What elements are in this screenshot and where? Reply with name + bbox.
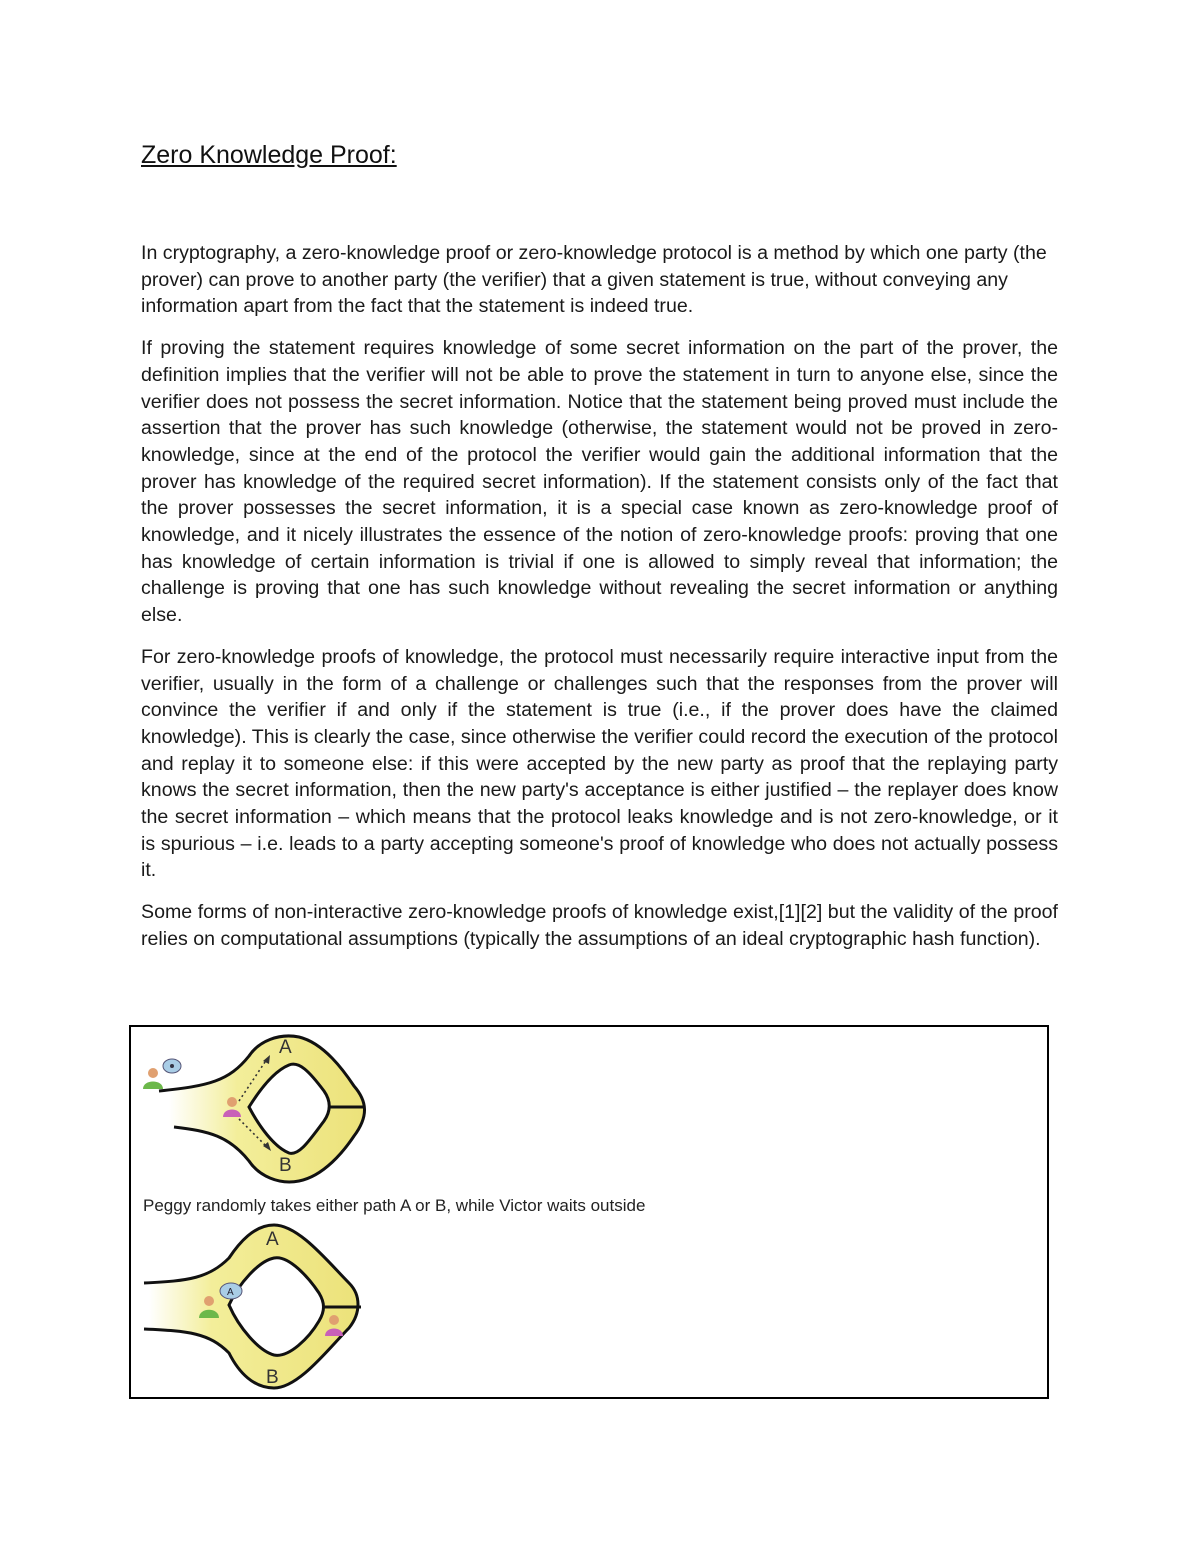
paragraph-3: For zero-knowledge proofs of knowledge, the protocol must necessarily require interactive input from the verifier, usually in the form of a challenge or challenges such that the responses from the prover will convince the verifier if and only if the statement is true (i.e., if the prover does have the claimed knowledge). This is clearly the case, since otherwise the verifier could record the execution of the protocol and replay it to someone else: if this were accepted by the new party as proof that the replaying party knows the secret information, then the new party's acceptance is either justified – the replayer does know the secret information – which means that the protocol leaks knowledge and is not zero-knowledge, or it is spurious – i.e. leads to a party accepting someone's proof of knowledge who does not actually possess it. (141, 645, 1058, 882)
cave-figure (129, 1025, 1049, 1399)
paragraph-2: If proving the statement requires knowledge of some secret information on the part of the prover, the definition implies that the verifier will not be able to prove the statement in turn to anyone else, since the verifier does not possess the secret information. Notice that the statement being proved must include the assertion that the prover has such knowledge (otherwise, the statement would not be proved in zero-knowledge, since at the end of the protocol the verifier would gain the additional information that the prover has knowledge of the required secret information). If the statement consists only of the fact that the prover possesses the secret information, it is a special case known as zero-knowledge proof of knowledge, and it nicely illustrates the essence of the notion of zero-knowledge proofs: proving that one has knowledge of certain information is trivial if one is allowed to simply reveal that information; the challenge is proving that one has such knowledge without revealing the secret information or anything else. (141, 337, 1058, 627)
label-b: B (279, 1155, 292, 1176)
label-a: A (266, 1229, 279, 1250)
thought-bubble-icon (163, 1059, 181, 1073)
bubble-letter: A (227, 1287, 234, 1298)
document-title: Zero Knowledge Proof: (141, 141, 397, 169)
cave-diagram-challenge (139, 1223, 379, 1393)
paragraph-4: Some forms of non-interactive zero-knowledge proofs of knowledge exist,[1][2] but the validity of the proof relies on computational assumptions (typically the assumptions of an ideal cryptographic hash function). (141, 901, 1058, 950)
document-body (141, 240, 1058, 968)
label-a: A (279, 1037, 292, 1058)
paragraph-1: In cryptography, a zero-knowledge proof or zero-knowledge protocol is a method by which one party (the prover) can prove to another party (the verifier) that a given statement is true, without conveying any information apart from the fact that the statement is indeed true. (141, 242, 1047, 318)
figure-caption: Peggy randomly takes either path A or B, while Victor waits outside (143, 1196, 646, 1215)
victor-icon (143, 1068, 163, 1089)
cave-diagram-entering (139, 1031, 379, 1191)
speech-bubble-icon (220, 1283, 242, 1299)
label-b: B (266, 1367, 279, 1388)
